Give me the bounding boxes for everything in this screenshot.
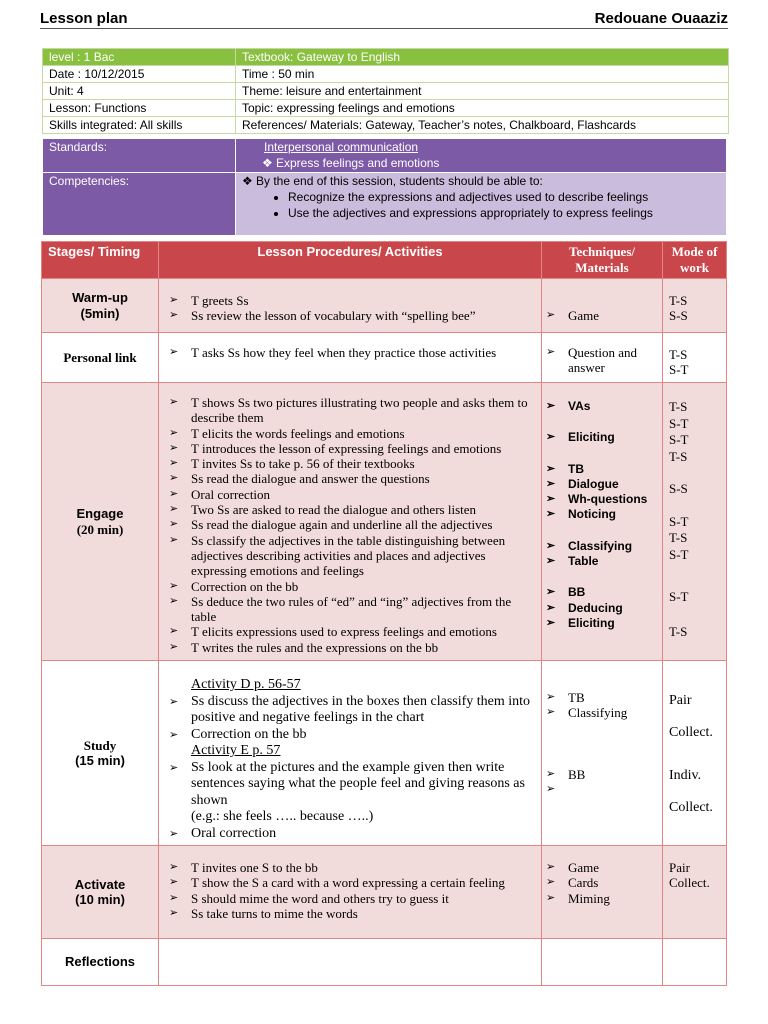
arrow-bullet-icon: ➢ — [546, 309, 556, 321]
list-item: ➢ Ss discuss the adjectives in the boxes then classify them into positive and negative feelings in the chart — [169, 693, 531, 725]
stage-study: Study — [83, 737, 117, 753]
competencies-list — [242, 189, 726, 221]
activity-d-title: Activity D p. 56-57 — [191, 677, 301, 692]
list-item: ➢ Ss read the dialogue again and underline all the adjectives — [169, 517, 493, 533]
info-textbook: Textbook: Gateway to English — [236, 49, 729, 66]
arrow-bullet-icon: ➢ — [169, 891, 179, 904]
standards-table — [42, 138, 727, 236]
arrow-bullet-icon: ➢ — [169, 906, 179, 919]
row-warmup: Warm-up (5min) ➢ T greets Ss ➢ Ss review the lesson of vocabulary with “spelling bee” ➢ Game T-S S-S — [42, 279, 727, 333]
row-reflections — [42, 939, 727, 986]
arrow-bullet-icon: ➢ — [169, 861, 179, 873]
info-theme: Theme: leisure and entertainment — [236, 83, 729, 100]
stage-personal-link: Personal link — [63, 349, 137, 365]
stage-reflections: Reflections — [64, 954, 136, 970]
activity-e-title: Activity E p. 57 — [191, 743, 281, 758]
list-item: ➢ T shows Ss two pictures illustrating two people and asks them to describe them — [169, 395, 528, 426]
lesson-table — [41, 241, 727, 986]
page-header — [40, 8, 728, 29]
engage-procedures — [159, 383, 542, 661]
diamond-bullet-icon: ❖ — [242, 174, 253, 188]
competencies-label: Competencies: — [43, 173, 236, 236]
arrow-bullet-icon: ➢ — [546, 400, 556, 412]
arrow-bullet-icon: ➢ — [546, 586, 556, 599]
list-item: ➢ BB — [546, 766, 586, 782]
info-unit: Unit: 4 — [43, 83, 236, 100]
header-procedures: Lesson Procedures/ Activities — [159, 242, 542, 279]
list-item: ➢ Ss classify the adjectives in the table distinguishing between adjectives describing activities and places and adjectives expressing emotions and feelings — [169, 532, 506, 579]
arrow-bullet-icon: ➢ — [546, 462, 556, 475]
list-item: ➢ Oral correction — [169, 486, 271, 502]
info-lesson: Lesson: Functions — [43, 100, 236, 117]
arrow-bullet-icon: ➢ — [546, 767, 556, 780]
arrow-bullet-icon: ➢ — [546, 346, 556, 358]
arrow-bullet-icon: ➢ — [169, 346, 179, 358]
example-text: (e.g.: she feels ….. because …..) — [191, 809, 374, 824]
competencies-intro: ❖ By the end of this session, students should be able to: — [242, 174, 543, 188]
arrow-bullet-icon: ➢ — [169, 594, 179, 607]
list-item — [542, 782, 662, 797]
list-item: ➢ T elicits the words feelings and emotions — [169, 425, 405, 441]
stage-engage: Engage — [76, 506, 124, 522]
engage-mode: T-S S-T S-T T-S S-S S-T T-S S-T S-T T-S — [663, 383, 727, 661]
arrow-bullet-icon: ➢ — [169, 457, 179, 470]
arrow-bullet-icon: ➢ — [169, 294, 179, 306]
arrow-bullet-icon: ➢ — [169, 487, 179, 500]
stage-activate: Activate — [74, 876, 126, 892]
list-item: ➢ Classifying — [546, 705, 628, 721]
list-item: ➢ Question and answer — [546, 345, 637, 376]
arrow-bullet-icon: ➢ — [546, 861, 556, 873]
row-personal-link: Personal link ➢ T asks Ss how they feel when they practice those activities ➢ Question and answer T-S S-T — [42, 333, 727, 383]
list-item: ➢ Correction on the bb — [169, 726, 307, 742]
arrow-bullet-icon: ➢ — [546, 616, 556, 629]
list-item: ➢ Two Ss are asked to read the dialogue and others listen — [169, 502, 477, 518]
list-item: ➢ T invites one S to the bb — [169, 860, 318, 875]
arrow-bullet-icon: ➢ — [169, 533, 179, 546]
list-item: ➢ T asks Ss how they feel when they practice those activities — [169, 345, 497, 360]
arrow-bullet-icon: ➢ — [169, 695, 179, 708]
info-table — [42, 48, 729, 134]
list-item: ➢ Miming — [546, 890, 610, 906]
arrow-bullet-icon: ➢ — [169, 640, 179, 653]
arrow-bullet-icon: ➢ — [546, 891, 556, 904]
list-item: ➢ T invites Ss to take p. 56 of their textbooks — [169, 456, 415, 472]
list-item: ➢ Game — [546, 860, 600, 875]
row-study: Study (15 min) Activity D p. 56-57 ➢ Ss discuss the adjectives in the boxes then classify them into positive and negative feelings in the chart ➢ Correction on the bb Activity E p. 57 ➢ Ss look at the pictures and the example given then write sentences saying what the people feel and giving reasons as shown (e.g.: she feels ….. because …..) ➢ Oral correction ➢ TB ➢ Classifying ➢ BB ➢ Pair Collect. Indiv. Collect. — [42, 661, 727, 846]
arrow-bullet-icon: ➢ — [546, 431, 556, 444]
info-references: References/ Materials: Gateway, Teacher’s notes, Chalkboard, Flashcards — [236, 117, 729, 134]
list-item: ➢ TB — [546, 690, 585, 705]
arrow-bullet-icon: ➢ — [169, 441, 179, 454]
list-item: ➢ Game — [546, 308, 600, 323]
arrow-bullet-icon: ➢ — [546, 477, 556, 490]
standards-line-2: ❖ Express feelings and emotions — [262, 156, 440, 170]
study-mode: Pair Collect. Indiv. Collect. — [663, 661, 727, 846]
study-procedures — [159, 661, 542, 846]
arrow-bullet-icon: ➢ — [169, 761, 179, 774]
author-name: Redouane Ouaaziz — [594, 10, 728, 27]
arrow-bullet-icon: ➢ — [546, 508, 556, 521]
reflections-cell — [159, 939, 542, 986]
list-item: ➢ Ss review the lesson of vocabulary with “spelling bee” — [169, 308, 476, 324]
stage-warmup: Warm-up (5min) — [42, 279, 159, 333]
header-stages: Stages/ Timing — [42, 242, 159, 279]
arrow-bullet-icon: ➢ — [546, 555, 556, 568]
standards-label: Standards: — [43, 139, 236, 173]
list-item: ➢ Correction on the bb — [169, 578, 299, 594]
arrow-bullet-icon: ➢ — [169, 503, 179, 516]
list-item: ➢ Ss deduce the two rules of “ed” and “ing” adjectives from the table — [169, 593, 512, 625]
standards-line-1: Interpersonal communication — [264, 140, 419, 154]
arrow-bullet-icon: ➢ — [169, 518, 179, 531]
document-title: Lesson plan — [40, 10, 128, 27]
arrow-bullet-icon: ➢ — [546, 493, 556, 506]
diamond-bullet-icon: ❖ — [262, 156, 273, 170]
row-activate: Activate (10 min) ➢ T invites one S to the bb ➢ T show the S a card with a word expressing a certain feeling ➢ S should mime the word and others try to guess it ➢ Ss take turns to mime the words ➢ Game ➢ Cards ➢ Miming Pair Collect. — [42, 846, 727, 939]
list-item: ➢ Ss take turns to mime the words — [169, 905, 358, 921]
info-topic: Topic: expressing feelings and emotions — [236, 100, 729, 117]
list-item: ➢ Oral correction — [169, 825, 277, 841]
arrow-bullet-icon: ➢ — [169, 625, 179, 638]
arrow-bullet-icon: ➢ — [546, 876, 556, 889]
list-item: ➢ T elicits expressions used to express feelings and emotions — [169, 624, 497, 640]
arrow-bullet-icon: ➢ — [546, 601, 556, 614]
arrow-bullet-icon: ➢ — [169, 472, 179, 485]
list-item: ➢ Ss look at the pictures and the example given then write sentences saying what the people feel and giving reasons as shown — [169, 759, 525, 808]
arrow-bullet-icon: ➢ — [169, 309, 179, 322]
list-item: ➢ T writes the rules and the expressions on the bb — [169, 639, 439, 655]
activate-mode: Pair Collect. — [663, 846, 727, 939]
info-time: Time : 50 min — [236, 66, 729, 83]
arrow-bullet-icon: ➢ — [169, 827, 179, 840]
list-item: ➢ Cards — [546, 875, 599, 891]
arrow-bullet-icon: ➢ — [546, 539, 556, 552]
engage-techniques: ➢ VAs ➢ Eliciting ➢ TB ➢ Dialogue ➢ Wh-questions ➢ Noticing ➢ Classifying ➢ Table ➢ BB ➢ Deducing ➢ Eliciting — [542, 383, 663, 661]
info-date: Date : 10/12/2015 — [43, 66, 236, 83]
list-item: ➢ S should mime the word and others try to guess it — [169, 890, 449, 906]
study-techniques — [542, 661, 663, 846]
arrow-bullet-icon: ➢ — [169, 426, 179, 439]
info-level: level : 1 Bac — [43, 49, 236, 66]
arrow-bullet-icon: ➢ — [169, 396, 179, 408]
header-techniques: Techniques/ Materials — [542, 242, 663, 279]
list-item: ➢ Ss read the dialogue and answer the questions — [169, 471, 430, 487]
arrow-bullet-icon: ➢ — [169, 728, 179, 741]
arrow-bullet-icon: ➢ — [546, 782, 556, 795]
row-engage: Engage (20 min) ➢ T shows Ss two pictures illustrating two people and asks them to describe them ➢ T elicits the words feelings and emotions ➢ T introduces the lesson of expressing feelings and emotions ➢ T invites Ss to take p. 56 of their textbooks ➢ Ss read the dialogue and answer the questions ➢ Oral correction ➢ Two Ss are asked to read the dialogue and others listen ➢ Ss read the dialogue again and underline all the adjectives ➢ Ss classify the adjectives in the table distinguishing between adjectives describing activities and places and adjectives expressing emotions and feelings ➢ Correction on the bb ➢ Ss deduce the two rules of “ed” and “ing” adjectives from the table ➢ T elicits expressions used to express feelings and emotions ➢ T writes the rules and the expressions on the bb ➢ VAs ➢ Eliciting ➢ TB ➢ Dialogue ➢ Wh-questions ➢ Noticing ➢ Classifying ➢ Table ➢ BB ➢ Deducing ➢ Eliciting T-S S-T S-T T-S S-S S-T T-S S-T S-T T-S — [42, 383, 727, 661]
list-item: ➢ T show the S a card with a word expressing a certain feeling — [169, 875, 505, 891]
activate-procedures — [159, 846, 542, 939]
info-skills: Skills integrated: All skills — [43, 117, 236, 134]
competency-item: • Use the adjectives and expressions appropriately to express feelings — [288, 205, 726, 221]
arrow-bullet-icon: ➢ — [169, 876, 179, 889]
list-item: ➢ T greets Ss — [169, 293, 249, 308]
competency-item: • Recognize the expressions and adjectives used to describe feelings — [288, 189, 726, 205]
list-item: ➢ T introduces the lesson of expressing feelings and emotions — [169, 440, 502, 456]
arrow-bullet-icon: ➢ — [546, 691, 556, 703]
header-mode: Mode of work — [663, 242, 727, 279]
arrow-bullet-icon: ➢ — [546, 706, 556, 719]
activate-techniques — [542, 846, 663, 939]
arrow-bullet-icon: ➢ — [169, 579, 179, 592]
